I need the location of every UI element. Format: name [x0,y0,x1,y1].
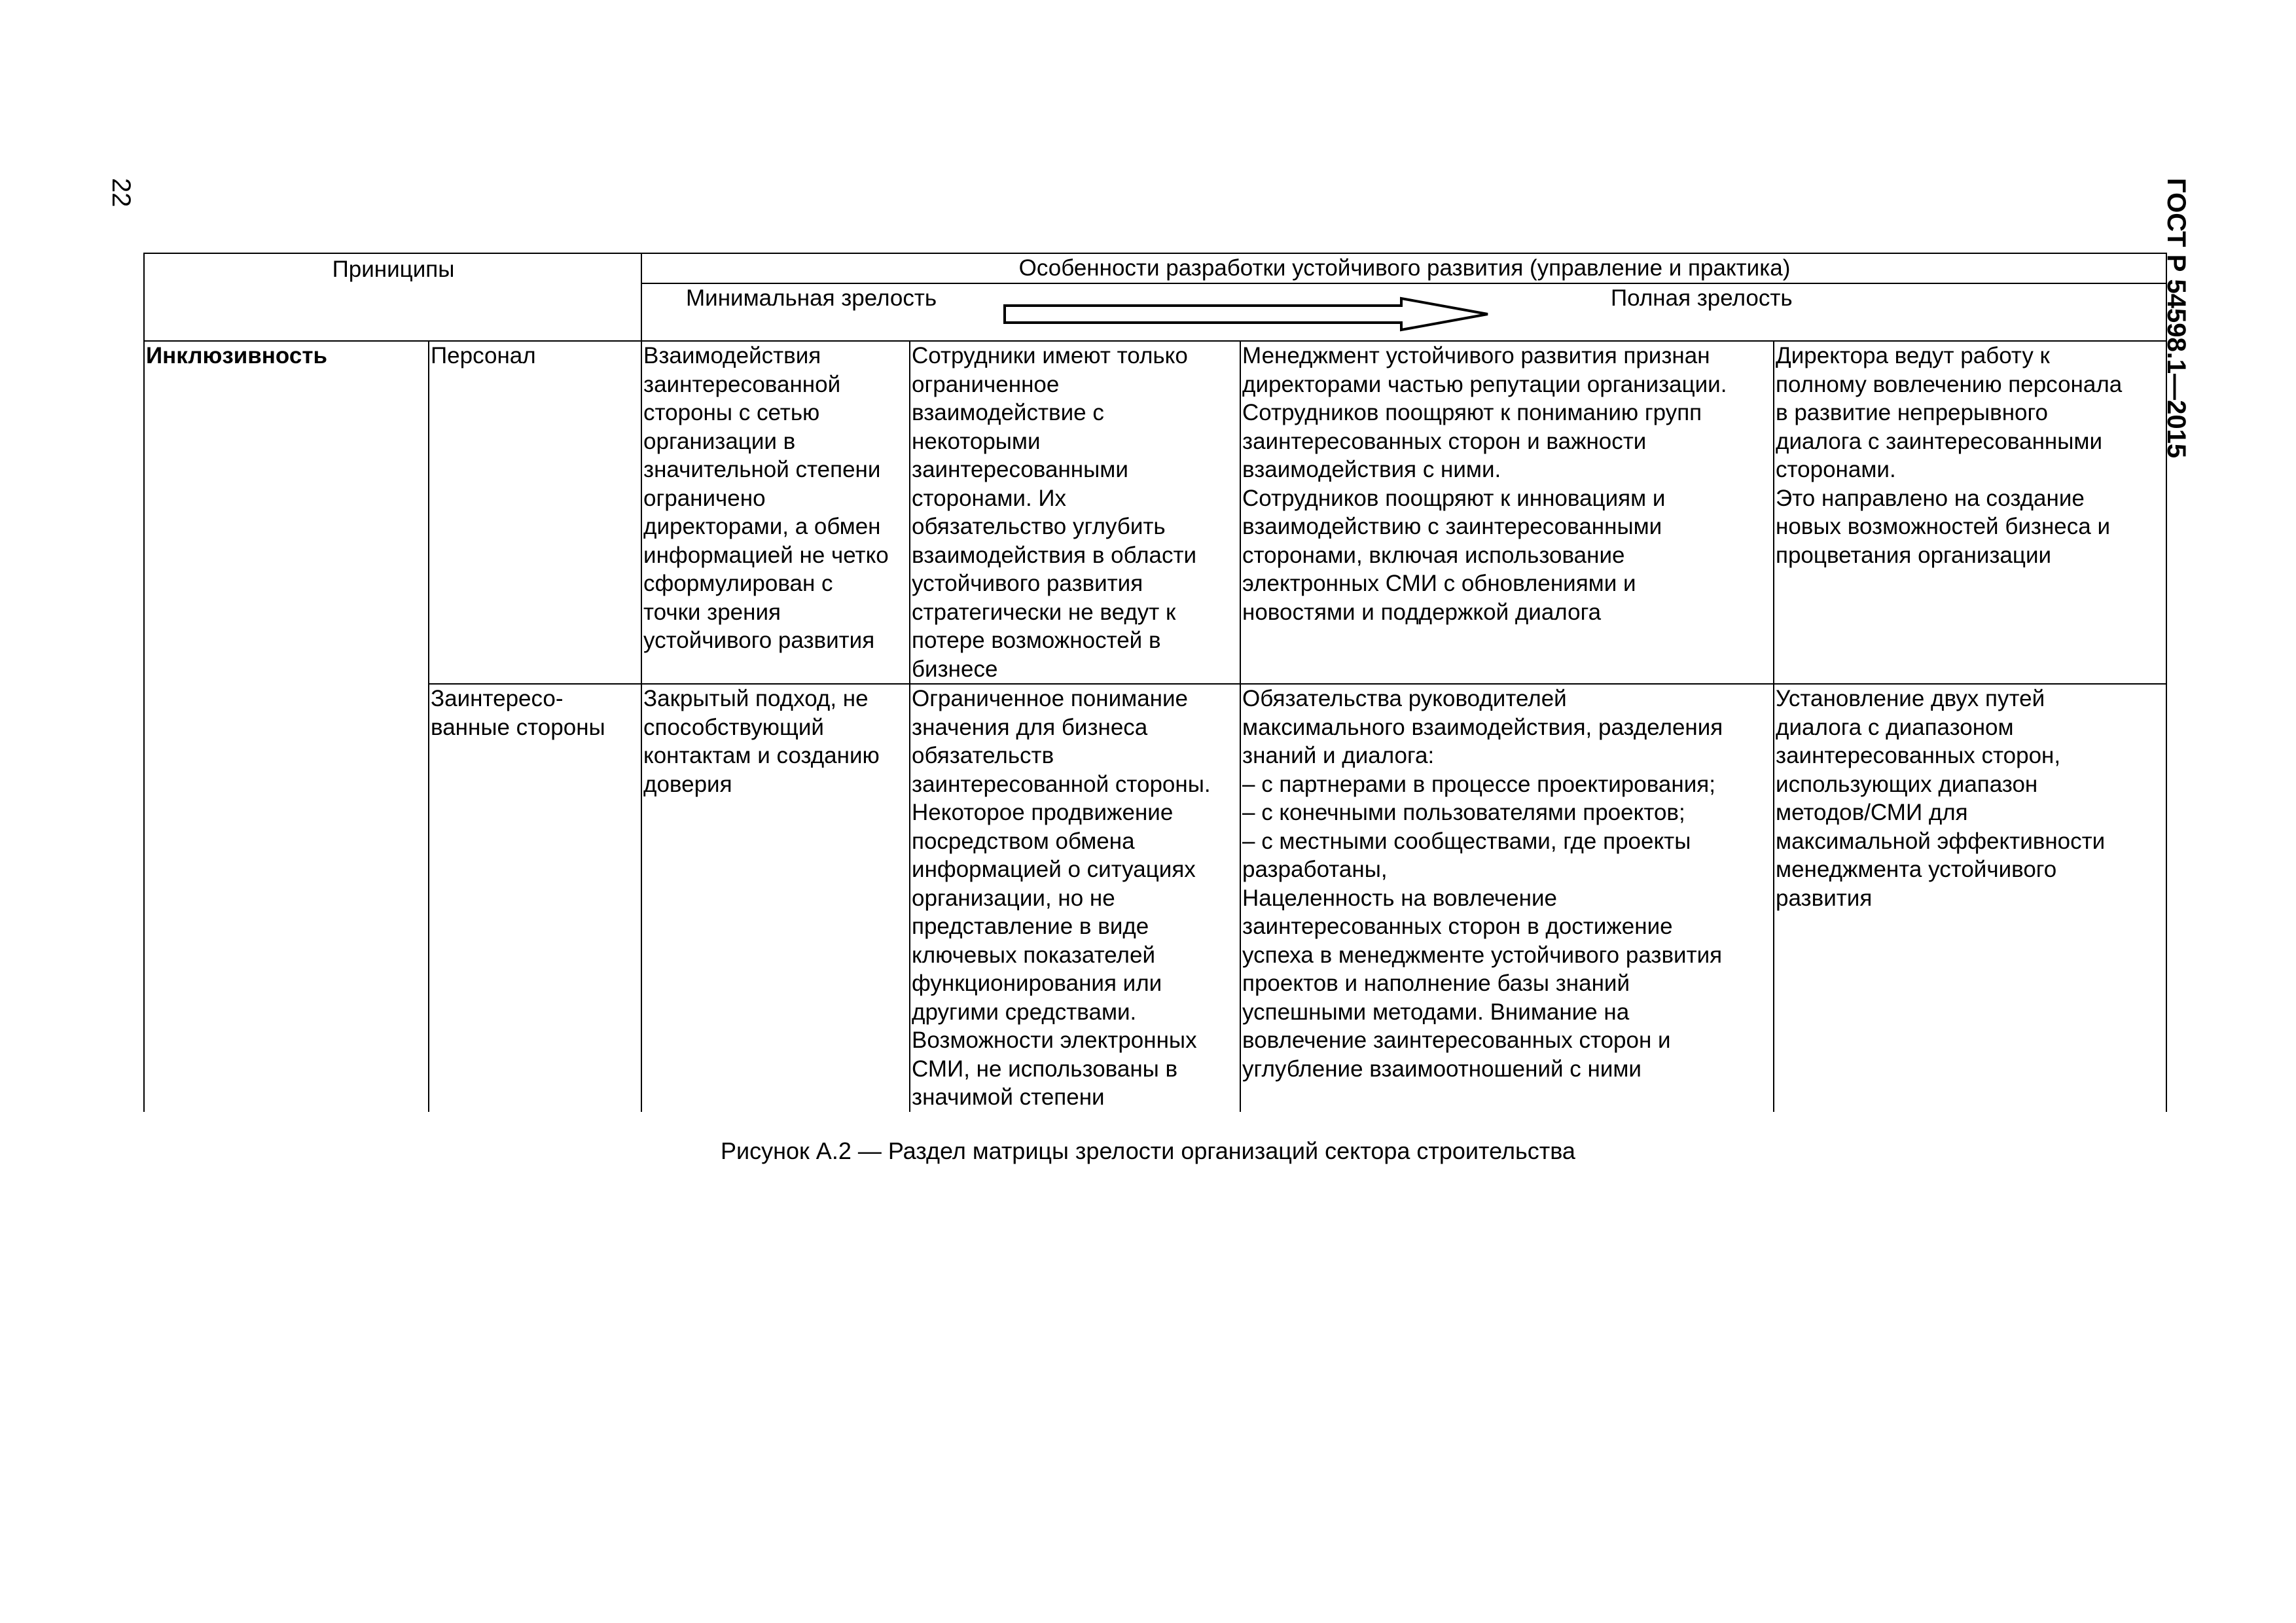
principle-cell-continued [144,684,429,1112]
table-row-staff [144,341,2166,684]
principle-cell [144,341,429,684]
level-cell-1: Закрытый подход, не способствующий контактам и созданию доверия [641,684,910,1112]
maturity-scale-cell [641,283,2166,341]
level-cell-4: Установление двух путей диалога с диапазоном заинтересованных сторон, использующих диапазон методов/СМИ для максимальной эффективности менеджмента устойчивого развития [1774,684,2166,1112]
level-cell-3: Обязательства руководителей максимального взаимодействия, разделения знаний и диалога: – с партнерами в процессе проектирования; – с конечными пользователями проектов; – с местными сообществами, где проекты разработаны, Нацеленность на вовлечение заинтересованных сторон в достижение успеха в менеджменте устойчивого развития проектов и наполнение базы знаний успешными методами. Внимание на вовлечение заинтересованных сторон и углубление взаимоотношений с ними [1240,684,1774,1112]
level-cell-2: Ограниченное понимание значения для бизнеса обязательств заинтересованной стороны. Некоторое продвижение посредством обмена информацией о ситуациях организации, но не представление в виде ключевых показателей функционирования или другими средствами. Возможности электронных СМИ, не использованы в значимой степени [910,684,1240,1112]
min-maturity-label: Минимальная зрелость [686,285,937,311]
figure-caption: Рисунок А.2 — Раздел матрицы зрелости организаций сектора строительства [721,1137,1575,1164]
maturity-arrow-icon [1003,296,1494,335]
aspect-cell-stakeholders: Заинтересо- ванные стороны [429,684,641,1112]
header-principles: Приниципы [144,253,641,341]
level-cell-2: Сотрудники имеют только ограниченное взаимодействие с некоторыми заинтересованными сторонами. Их обязательство углубить взаимодействия в области устойчивого развития стратегически не ведут к потере возможностей в бизнесе [910,341,1240,684]
header-row-features [144,253,2166,283]
level-cell-1: Взаимодействия заинтересованной стороны с сетью организации в значительной степени ограничено директорами, а обмен информацией не четко сформулирован с точки зрения устойчивого развития [641,341,910,684]
full-maturity-label: Полная зрелость [1611,285,1793,311]
header-features: Особенности разработки устойчивого развития (управление и практика) [641,253,2166,283]
table-row-stakeholders [144,684,2166,1112]
aspect-cell-staff: Персонал [429,341,641,684]
level-cell-4: Директора ведут работу к полному вовлечению персонала в развитие непрерывного диалога с заинтересованными сторонами. Это направлено на создание новых возможностей бизнеса и процветания организации [1774,341,2166,684]
page-number: 22 [107,178,135,207]
maturity-matrix-table [143,253,2167,1112]
document-code: ГОСТ Р 54598.1—2015 [2162,178,2191,459]
principle-label: Инклюзивность [146,343,327,368]
level-cell-3: Менеджмент устойчивого развития признан директорами частью репутации организации. Сотрудников поощряют к пониманию групп заинтересованных сторон и важности взаимодействия с ними. Сотрудников поощряют к инновациям и взаимодействию с заинтересованными сторонами, включая использование электронных СМИ с обновлениями и новостями и поддержкой диалога [1240,341,1774,684]
